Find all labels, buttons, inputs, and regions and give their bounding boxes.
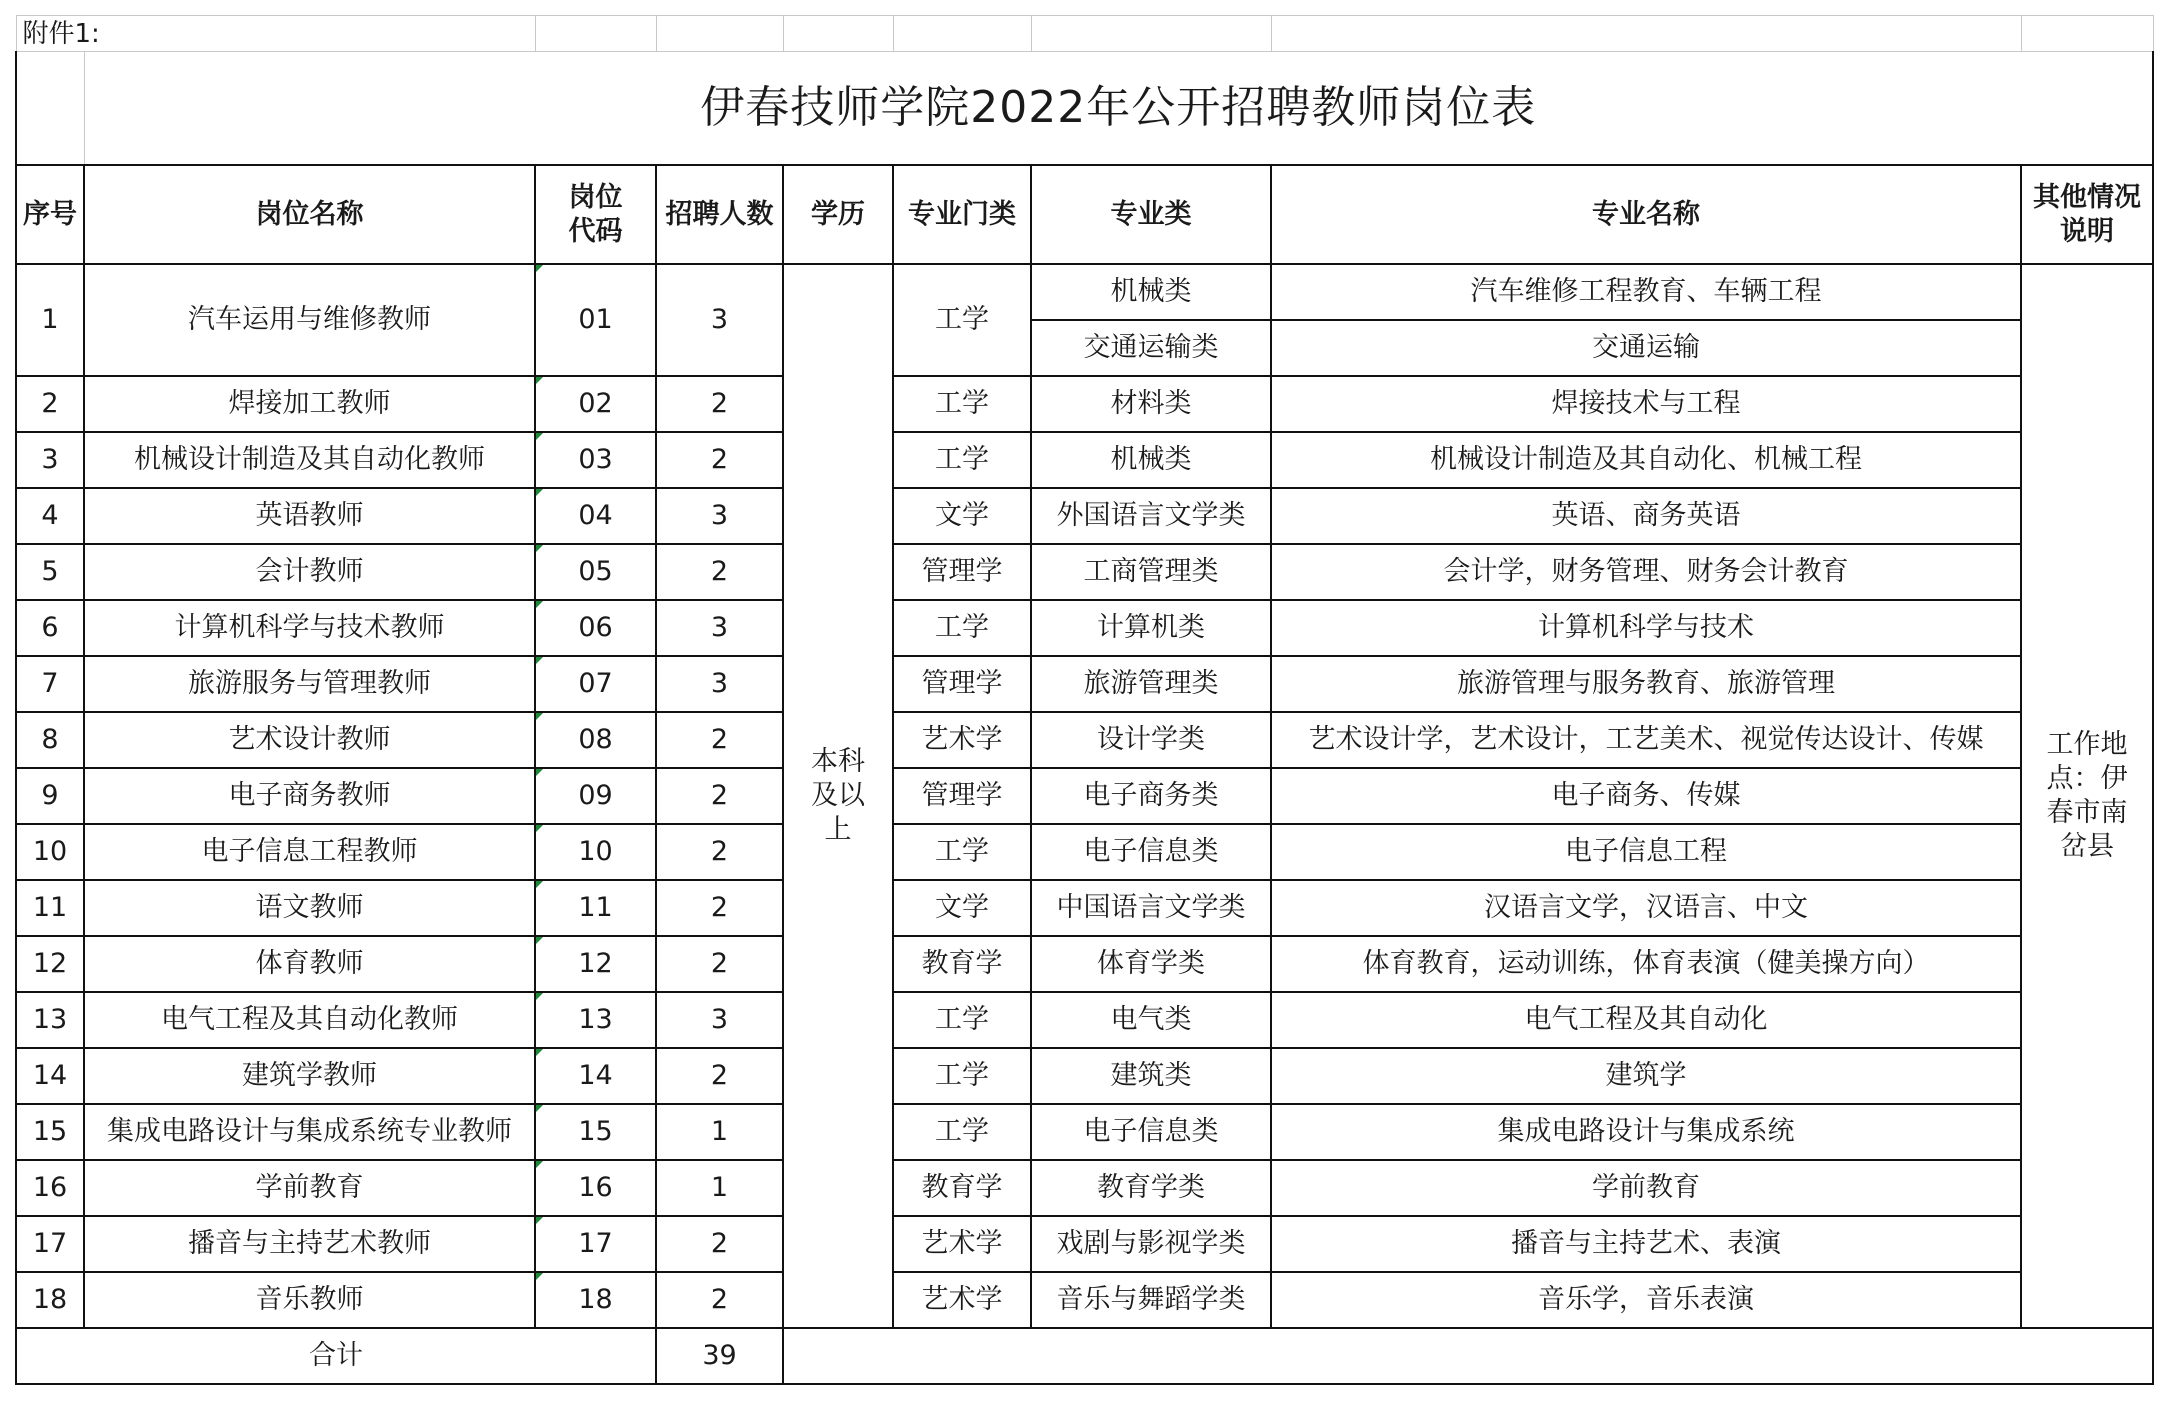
cell-education xyxy=(783,264,893,1328)
cell-hire-count: 2 xyxy=(656,376,783,432)
cell-discipline: 工学 xyxy=(893,600,1031,656)
cell-major-name: 机械设计制造及其自动化、机械工程 xyxy=(1271,432,2021,488)
cell-discipline: 工学 xyxy=(893,376,1031,432)
header-discipline: 专业门类 xyxy=(893,165,1031,264)
cell-position-name: 汽车运用与维修教师 xyxy=(84,264,535,376)
cell-major-name: 体育教育，运动训练，体育表演（健美操方向） xyxy=(1271,936,2021,992)
cell-major-category: 外国语言文学类 xyxy=(1031,488,1271,544)
empty-cell xyxy=(2021,16,2153,52)
cell-position-code: 02 xyxy=(535,376,656,432)
table-row xyxy=(16,544,2153,600)
cell-major-name: 电子信息工程 xyxy=(1271,824,2021,880)
cell-seq: 14 xyxy=(16,1048,84,1104)
table-row xyxy=(16,432,2153,488)
cell-position-name: 计算机科学与技术教师 xyxy=(84,600,535,656)
table-row xyxy=(16,880,2153,936)
cell-position-name: 语文教师 xyxy=(84,880,535,936)
cell-major-name: 汽车维修工程教育、车辆工程 xyxy=(1271,264,2021,320)
cell-discipline: 文学 xyxy=(893,488,1031,544)
cell-position-name: 电气工程及其自动化教师 xyxy=(84,992,535,1048)
table-row xyxy=(16,824,2153,880)
cell-hire-count: 2 xyxy=(656,1048,783,1104)
header-position-code xyxy=(535,165,656,264)
cell-discipline: 教育学 xyxy=(893,936,1031,992)
cell-position-name: 电子商务教师 xyxy=(84,768,535,824)
cell-seq: 13 xyxy=(16,992,84,1048)
header-hire-count: 招聘人数 xyxy=(656,165,783,264)
empty-cell xyxy=(1031,16,1271,52)
cell-major-name: 集成电路设计与集成系统 xyxy=(1271,1104,2021,1160)
empty-cell xyxy=(656,16,783,52)
cell-seq: 9 xyxy=(16,768,84,824)
cell-position-name: 集成电路设计与集成系统专业教师 xyxy=(84,1104,535,1160)
cell-position-code: 07 xyxy=(535,656,656,712)
attachment-label: 附件1: xyxy=(16,16,535,52)
cell-hire-count: 2 xyxy=(656,768,783,824)
cell-seq: 8 xyxy=(16,712,84,768)
empty-cell xyxy=(1271,16,2021,52)
cell-position-name: 艺术设计教师 xyxy=(84,712,535,768)
cell-seq: 6 xyxy=(16,600,84,656)
attachment-row xyxy=(16,16,2153,52)
table-row xyxy=(16,1104,2153,1160)
header-position-name: 岗位名称 xyxy=(84,165,535,264)
cell-position-code: 11 xyxy=(535,880,656,936)
cell-major-name: 电气工程及其自动化 xyxy=(1271,992,2021,1048)
cell-major-category: 计算机类 xyxy=(1031,600,1271,656)
cell-major-name: 英语、商务英语 xyxy=(1271,488,2021,544)
cell-major-category: 旅游管理类 xyxy=(1031,656,1271,712)
cell-discipline: 工学 xyxy=(893,264,1031,376)
cell-major-category: 戏剧与影视学类 xyxy=(1031,1216,1271,1272)
cell-position-name: 机械设计制造及其自动化教师 xyxy=(84,432,535,488)
header-other-notes-text: 其他情况说明 xyxy=(2033,181,2141,247)
cell-position-code: 10 xyxy=(535,824,656,880)
cell-discipline: 工学 xyxy=(893,1048,1031,1104)
cell-major-name: 艺术设计学，艺术设计，工艺美术、视觉传达设计、传媒 xyxy=(1271,712,2021,768)
cell-discipline: 工学 xyxy=(893,992,1031,1048)
cell-major-name: 交通运输 xyxy=(1271,320,2021,376)
cell-seq: 5 xyxy=(16,544,84,600)
empty-cell xyxy=(783,16,893,52)
table-row xyxy=(16,600,2153,656)
cell-major-category: 材料类 xyxy=(1031,376,1271,432)
total-value: 39 xyxy=(656,1328,783,1384)
cell-seq: 16 xyxy=(16,1160,84,1216)
cell-hire-count: 3 xyxy=(656,600,783,656)
cell-position-code: 03 xyxy=(535,432,656,488)
table-row xyxy=(16,712,2153,768)
cell-seq: 15 xyxy=(16,1104,84,1160)
cell-hire-count: 3 xyxy=(656,264,783,376)
cell-discipline: 文学 xyxy=(893,880,1031,936)
cell-major-category: 工商管理类 xyxy=(1031,544,1271,600)
total-empty xyxy=(783,1328,2153,1384)
table-row xyxy=(16,488,2153,544)
total-label: 合计 xyxy=(16,1328,656,1384)
cell-major-category: 交通运输类 xyxy=(1031,320,1271,376)
cell-seq: 12 xyxy=(16,936,84,992)
cell-major-category: 中国语言文学类 xyxy=(1031,880,1271,936)
header-major-name: 专业名称 xyxy=(1271,165,2021,264)
cell-discipline: 艺术学 xyxy=(893,1216,1031,1272)
recruitment-table xyxy=(15,15,2154,1385)
cell-major-category: 体育学类 xyxy=(1031,936,1271,992)
header-major-category: 专业类 xyxy=(1031,165,1271,264)
cell-major-category: 机械类 xyxy=(1031,264,1271,320)
cell-hire-count: 1 xyxy=(656,1160,783,1216)
cell-position-code: 15 xyxy=(535,1104,656,1160)
cell-position-code: 14 xyxy=(535,1048,656,1104)
cell-major-category: 机械类 xyxy=(1031,432,1271,488)
cell-major-name: 音乐学，音乐表演 xyxy=(1271,1272,2021,1328)
education-text: 本科及以上 xyxy=(811,746,865,845)
table-row xyxy=(16,1216,2153,1272)
cell-hire-count: 3 xyxy=(656,992,783,1048)
cell-major-name: 播音与主持艺术、表演 xyxy=(1271,1216,2021,1272)
cell-position-code: 05 xyxy=(535,544,656,600)
header-other-notes xyxy=(2021,165,2153,264)
cell-seq: 10 xyxy=(16,824,84,880)
cell-hire-count: 2 xyxy=(656,544,783,600)
header-row xyxy=(16,165,2153,264)
table-row xyxy=(16,1272,2153,1328)
cell-position-code: 12 xyxy=(535,936,656,992)
cell-major-name: 旅游管理与服务教育、旅游管理 xyxy=(1271,656,2021,712)
empty-cell xyxy=(16,52,84,166)
cell-discipline: 艺术学 xyxy=(893,1272,1031,1328)
cell-seq: 17 xyxy=(16,1216,84,1272)
cell-position-name: 焊接加工教师 xyxy=(84,376,535,432)
cell-hire-count: 2 xyxy=(656,824,783,880)
cell-discipline: 教育学 xyxy=(893,1160,1031,1216)
cell-major-name: 计算机科学与技术 xyxy=(1271,600,2021,656)
total-row xyxy=(16,1328,2153,1384)
cell-seq: 2 xyxy=(16,376,84,432)
header-seq: 序号 xyxy=(16,165,84,264)
cell-hire-count: 2 xyxy=(656,1216,783,1272)
cell-major-category: 电子信息类 xyxy=(1031,824,1271,880)
cell-major-category: 电子商务类 xyxy=(1031,768,1271,824)
header-position-code-text: 岗位代码 xyxy=(568,181,623,247)
table-row xyxy=(16,936,2153,992)
cell-position-name: 英语教师 xyxy=(84,488,535,544)
cell-hire-count: 3 xyxy=(656,488,783,544)
cell-position-code: 04 xyxy=(535,488,656,544)
table-row xyxy=(16,1160,2153,1216)
cell-major-category: 电子信息类 xyxy=(1031,1104,1271,1160)
cell-major-category: 建筑类 xyxy=(1031,1048,1271,1104)
cell-seq: 11 xyxy=(16,880,84,936)
cell-major-category: 设计学类 xyxy=(1031,712,1271,768)
empty-cell xyxy=(535,16,656,52)
empty-cell xyxy=(893,16,1031,52)
cell-hire-count: 2 xyxy=(656,880,783,936)
cell-major-name: 会计学，财务管理、财务会计教育 xyxy=(1271,544,2021,600)
cell-seq: 7 xyxy=(16,656,84,712)
cell-discipline: 工学 xyxy=(893,432,1031,488)
cell-seq: 1 xyxy=(16,264,84,376)
cell-discipline: 管理学 xyxy=(893,544,1031,600)
cell-major-name: 焊接技术与工程 xyxy=(1271,376,2021,432)
cell-hire-count: 2 xyxy=(656,712,783,768)
cell-position-name: 体育教师 xyxy=(84,936,535,992)
table-row xyxy=(16,376,2153,432)
cell-position-name: 建筑学教师 xyxy=(84,1048,535,1104)
cell-hire-count: 2 xyxy=(656,936,783,992)
cell-hire-count: 2 xyxy=(656,1272,783,1328)
header-education: 学历 xyxy=(783,165,893,264)
cell-major-name: 建筑学 xyxy=(1271,1048,2021,1104)
cell-hire-count: 3 xyxy=(656,656,783,712)
cell-position-name: 音乐教师 xyxy=(84,1272,535,1328)
cell-discipline: 工学 xyxy=(893,824,1031,880)
table-row xyxy=(16,768,2153,824)
cell-major-category: 电气类 xyxy=(1031,992,1271,1048)
cell-major-category: 音乐与舞蹈学类 xyxy=(1031,1272,1271,1328)
cell-position-code: 16 xyxy=(535,1160,656,1216)
cell-position-code: 17 xyxy=(535,1216,656,1272)
cell-discipline: 管理学 xyxy=(893,768,1031,824)
cell-seq: 18 xyxy=(16,1272,84,1328)
cell-other-notes xyxy=(2021,264,2153,1328)
cell-discipline: 工学 xyxy=(893,1104,1031,1160)
cell-hire-count: 2 xyxy=(656,432,783,488)
cell-position-name: 学前教育 xyxy=(84,1160,535,1216)
cell-discipline: 艺术学 xyxy=(893,712,1031,768)
cell-position-code: 13 xyxy=(535,992,656,1048)
cell-major-name: 汉语言文学，汉语言、中文 xyxy=(1271,880,2021,936)
notes-text: 工作地点：伊春市南岔县 xyxy=(2046,729,2128,862)
cell-major-category: 教育学类 xyxy=(1031,1160,1271,1216)
table-row xyxy=(16,264,2153,320)
cell-position-name: 电子信息工程教师 xyxy=(84,824,535,880)
cell-major-name: 电子商务、传媒 xyxy=(1271,768,2021,824)
cell-hire-count: 1 xyxy=(656,1104,783,1160)
cell-seq: 3 xyxy=(16,432,84,488)
table-row xyxy=(16,992,2153,1048)
cell-position-code: 18 xyxy=(535,1272,656,1328)
cell-position-code: 06 xyxy=(535,600,656,656)
title-row xyxy=(16,52,2153,166)
cell-position-code: 01 xyxy=(535,264,656,376)
cell-position-name: 旅游服务与管理教师 xyxy=(84,656,535,712)
cell-position-code: 09 xyxy=(535,768,656,824)
cell-position-name: 会计教师 xyxy=(84,544,535,600)
table-row xyxy=(16,656,2153,712)
cell-seq: 4 xyxy=(16,488,84,544)
page-title: 伊春技师学院2022年公开招聘教师岗位表 xyxy=(84,52,2153,166)
table-row xyxy=(16,1048,2153,1104)
cell-position-code: 08 xyxy=(535,712,656,768)
cell-discipline: 管理学 xyxy=(893,656,1031,712)
cell-major-name: 学前教育 xyxy=(1271,1160,2021,1216)
cell-position-name: 播音与主持艺术教师 xyxy=(84,1216,535,1272)
